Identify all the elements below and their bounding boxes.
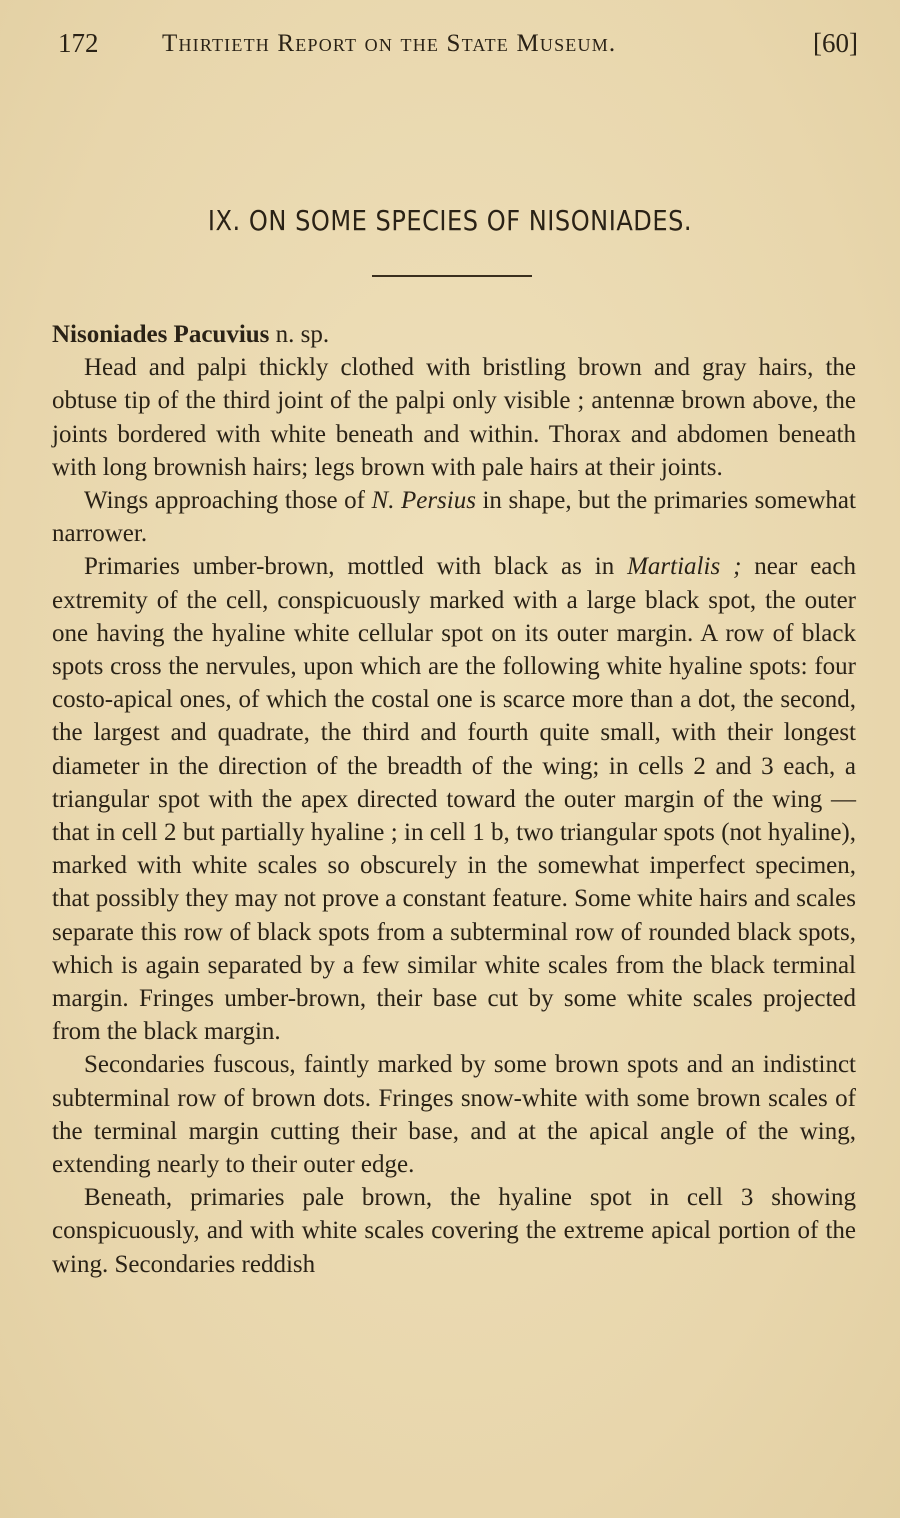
section-rule: [372, 275, 532, 277]
paragraph-wings-text-2: in shape, but the primaries somewhat narrower.: [52, 487, 856, 548]
page-number: 172: [58, 28, 99, 58]
paragraph-wings: [52, 484, 856, 550]
paragraph-primaries: [52, 550, 856, 1048]
original-page-number: [60]: [813, 28, 858, 58]
body-text: [52, 318, 856, 1281]
paragraph-primaries-text-1: Primaries umber-brown, mottled with black as in: [84, 553, 628, 581]
running-title: Thirtieth Report on the State Museum.: [162, 30, 617, 57]
section-title: IX. ON SOME SPECIES OF NISONIADES.: [207, 204, 693, 237]
paragraph-primaries-text-2: near each extremity of the cell, conspicuously marked with a large black spot, the outer one having the hyaline white cellular spot on its outer margin. A row of black spots cross the nervules, upon which are the following white hyaline spots: four costo-apical ones, of which the costal one is scarce more than a dot, the second, the largest and quadrate, the third and fourth quite small, with their longest diameter in the direction of the breadth of the wing; in cells 2 and 3 each, a triangular spot with the apex directed toward the outer margin of the wing — that in cell 2 but partially hyaline ; in cell 1 b, two triangular spots (not hyaline), marked with white scales so obscurely in the somewhat imperfect specimen, that possibly they may not prove a constant feature. Some white hairs and scales separate this row of black spots from a subterminal row of rounded black spots, which is again separated by a few similar white scales from the black terminal margin. Fringes umber-brown, their base cut by some white scales projected from the black margin.: [52, 553, 856, 1046]
species-name: Nisoniades Pacuvius: [52, 321, 270, 348]
paragraph-beneath: Beneath, primaries pale brown, the hyaline spot in cell 3 showing conspicuously, and with white scales covering the extreme apical portion of the wing. Secondaries reddish: [52, 1184, 856, 1278]
species-suffix: n. sp.: [269, 321, 330, 348]
running-head: [58, 28, 858, 64]
paragraph-wings-species: N. Persius: [371, 487, 476, 515]
paragraph-secondaries: Secondaries fuscous, faintly marked by some brown spots and an indistinct subterminal row of brown dots. Fringes snow-white with some brown scales of the terminal margin cutting their base, and at the apical angle of the wing, extending nearly to their outer edge.: [52, 1051, 856, 1179]
paragraph-primaries-species: Martialis ;: [627, 553, 742, 581]
paragraph-wings-text-1: Wings approaching those of: [84, 487, 372, 515]
paragraph-head-palpi: Head and palpi thickly clothed with bristling brown and gray hairs, the obtuse tip of the third joint of the palpi only visible ; antennæ brown above, the joints bordered with white beneath and within. Thorax and abdomen beneath with long brownish hairs; legs brown with pale hairs at their joints.: [52, 354, 856, 481]
species-heading: [52, 318, 856, 351]
